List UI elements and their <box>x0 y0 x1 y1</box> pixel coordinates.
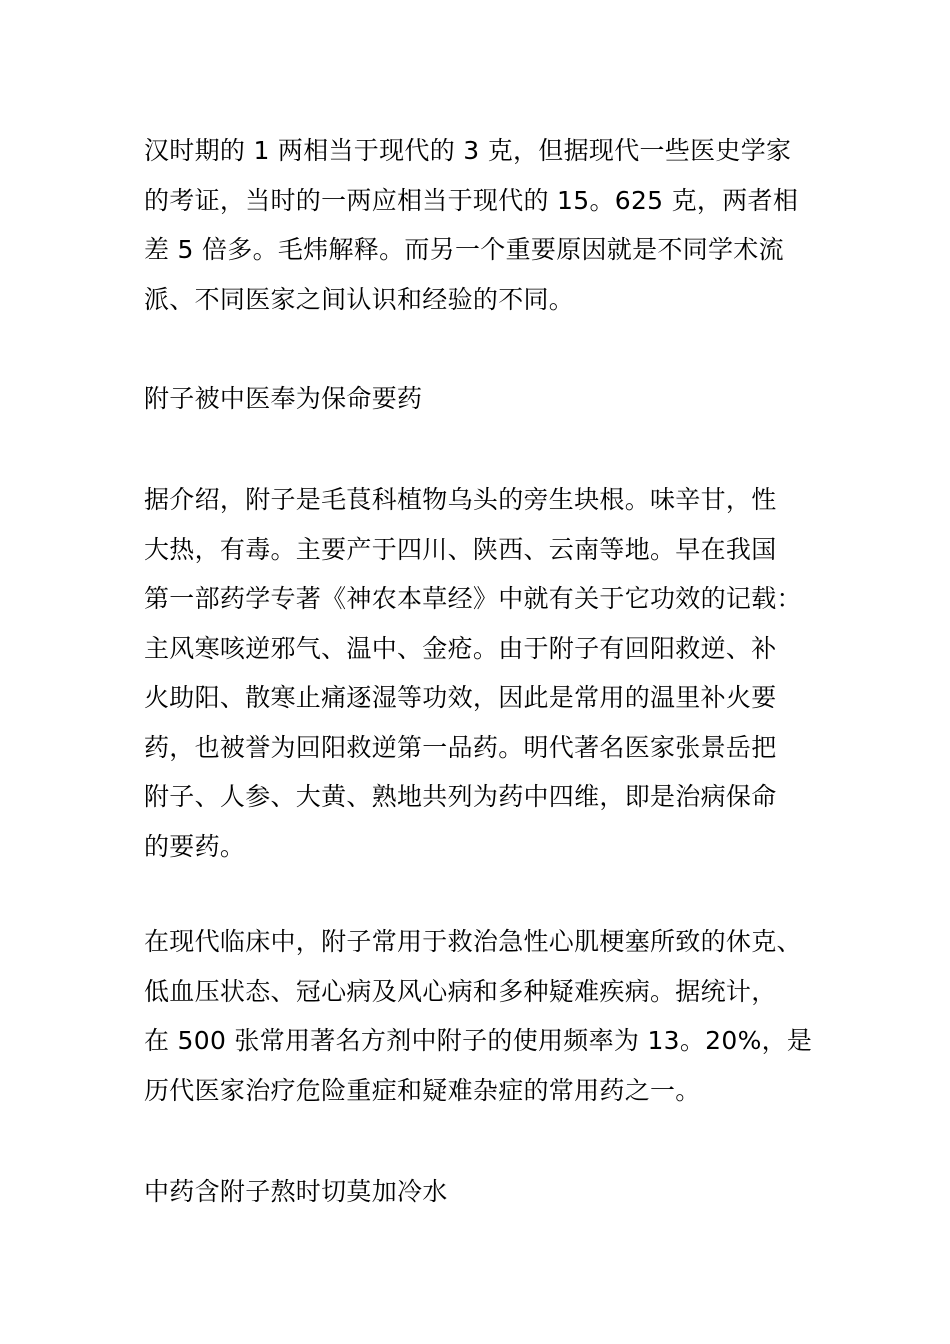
paragraph-line: 药，也被誉为回阳救逆第一品药。明代著名医家张景岳把 <box>144 732 777 762</box>
paragraph-line: 第一部药学专著《神农本草经》中就有关于它功效的记载： <box>144 584 802 613</box>
paragraph-modern-clinical-use <box>144 917 824 1115</box>
section-heading-no-cold-water <box>144 1167 824 1217</box>
paragraph-line: 的要药。 <box>144 831 246 861</box>
paragraph-line: 大热，有毒。主要产于四川、陕西、云南等地。早在我国 <box>144 534 777 564</box>
section-heading-fuzi-essential-medicine <box>144 374 824 424</box>
paragraph-line: 附子、人参、大黄、熟地共列为药中四维，即是治病保命 <box>144 782 777 811</box>
paragraph-line: 历代医家治疗危险重症和疑难杂症的常用药之一。 <box>144 1075 701 1105</box>
paragraph-line: 派、不同医家之间认识和经验的不同。 <box>144 284 575 314</box>
paragraph-line: 差 5 倍多。毛炜解释。而另一个重要原因就是不同学术流 <box>144 235 784 264</box>
paragraph-line: 在现代临床中，附子常用于救治急性心肌梗塞所致的休克、 <box>144 927 802 956</box>
paragraph-line: 主风寒咳逆邪气、温中、金疮。由于附子有回阳救逆、补 <box>144 633 777 663</box>
section-heading-text: 附子被中医奉为保命要药 <box>144 384 423 413</box>
paragraph-line: 在 500 张常用著名方剂中附子的使用频率为 13。20%，是 <box>144 1026 813 1055</box>
section-heading-text: 中药含附子熬时切莫加冷水 <box>144 1177 448 1206</box>
paragraph-fuzi-introduction <box>144 475 824 871</box>
paragraph-line: 的考证，当时的一两应相当于现代的 15。625 克，两者相 <box>144 185 799 215</box>
paragraph-line: 据介绍，附子是毛茛科植物乌头的旁生块根。味辛甘，性 <box>144 485 777 514</box>
paragraph-line: 火助阳、散寒止痛逐湿等功效，因此是常用的温里补火要 <box>144 683 777 712</box>
paragraph-line: 汉时期的 1 两相当于现代的 3 克，但据现代一些医史学家 <box>144 136 792 165</box>
paragraph-historical-dosage <box>144 126 824 324</box>
paragraph-line: 低血压状态、冠心病及风心病和多种疑难疾病。据统计， <box>144 976 777 1006</box>
